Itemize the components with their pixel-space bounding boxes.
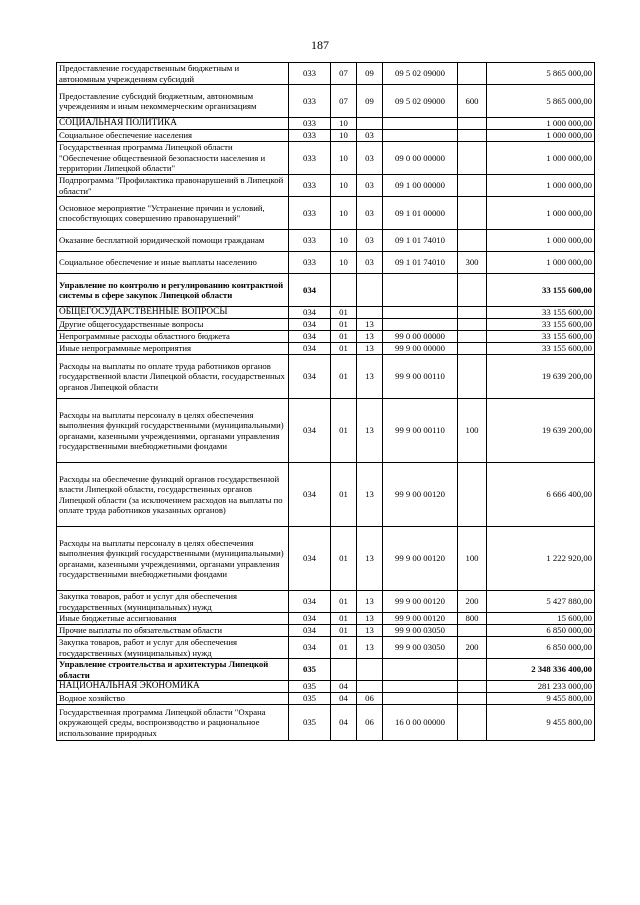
cell-rz: 01: [331, 331, 357, 343]
cell-sum: 1 000 000,00: [487, 130, 595, 142]
cell-sum: 33 155 600,00: [487, 343, 595, 355]
cell-name: Иные бюджетные ассигнования: [57, 613, 289, 625]
cell-rz: 01: [331, 463, 357, 527]
cell-ved: 034: [289, 637, 331, 659]
cell-sum: 1 000 000,00: [487, 230, 595, 252]
cell-vr: [458, 142, 487, 175]
cell-ved: 034: [289, 331, 331, 343]
cell-sum: 19 639 200,00: [487, 399, 595, 463]
cell-vr: [458, 63, 487, 85]
cell-rz: 10: [331, 175, 357, 197]
cell-pr: 13: [357, 463, 383, 527]
cell-pr: 06: [357, 693, 383, 705]
cell-name: Основное мероприятие "Устранение причин и условий, способствующих совершению правонарушений": [57, 197, 289, 230]
cell-pr: 09: [357, 85, 383, 118]
cell-name: СОЦИАЛЬНАЯ ПОЛИТИКА: [57, 118, 289, 130]
budget-table: [56, 62, 595, 741]
table-row: [57, 463, 595, 527]
cell-ved: 034: [289, 343, 331, 355]
cell-csr: 09 0 00 00000: [383, 142, 458, 175]
cell-csr: 99 9 00 03050: [383, 625, 458, 637]
cell-pr: 13: [357, 319, 383, 331]
table-row: [57, 118, 595, 130]
cell-vr: [458, 681, 487, 693]
cell-csr: [383, 307, 458, 319]
cell-name: Подпрограмма "Профилактика правонарушений в Липецкой области": [57, 175, 289, 197]
cell-name: Водное хозяйство: [57, 693, 289, 705]
cell-name: Социальное обеспечение и иные выплаты населению: [57, 252, 289, 274]
department-row: [57, 274, 595, 307]
table-row: [57, 625, 595, 637]
cell-pr: 03: [357, 230, 383, 252]
cell-csr: 99 9 00 00120: [383, 463, 458, 527]
cell-sum: 1 000 000,00: [487, 197, 595, 230]
table-row: [57, 252, 595, 274]
cell-rz: 01: [331, 591, 357, 613]
table-row: [57, 142, 595, 175]
cell-ved: 034: [289, 399, 331, 463]
cell-vr: 800: [458, 613, 487, 625]
cell-rz: 10: [331, 118, 357, 130]
cell-sum: 19 639 200,00: [487, 355, 595, 399]
cell-csr: 16 0 00 00000: [383, 705, 458, 741]
cell-vr: [458, 230, 487, 252]
cell-csr: 09 5 02 09000: [383, 63, 458, 85]
cell-vr: [458, 355, 487, 399]
cell-pr: 13: [357, 527, 383, 591]
cell-sum: 33 155 600,00: [487, 274, 595, 307]
cell-ved: 033: [289, 85, 331, 118]
cell-rz: 01: [331, 613, 357, 625]
cell-pr: 03: [357, 197, 383, 230]
cell-pr: 13: [357, 613, 383, 625]
cell-pr: 13: [357, 399, 383, 463]
cell-sum: 2 348 336 400,00: [487, 659, 595, 681]
cell-ved: 034: [289, 613, 331, 625]
cell-name: Прочие выплаты по обязательствам области: [57, 625, 289, 637]
cell-csr: [383, 274, 458, 307]
cell-pr: 13: [357, 637, 383, 659]
table-row: [57, 591, 595, 613]
cell-csr: [383, 130, 458, 142]
cell-csr: 99 9 00 00110: [383, 399, 458, 463]
table-row: [57, 705, 595, 741]
cell-ved: 035: [289, 681, 331, 693]
cell-ved: 034: [289, 463, 331, 527]
cell-rz: 01: [331, 399, 357, 463]
table-row: [57, 681, 595, 693]
cell-vr: [458, 331, 487, 343]
cell-pr: 09: [357, 63, 383, 85]
cell-pr: 03: [357, 130, 383, 142]
cell-vr: [458, 463, 487, 527]
cell-csr: 09 1 01 00000: [383, 197, 458, 230]
cell-sum: 6 666 400,00: [487, 463, 595, 527]
table-row: [57, 355, 595, 399]
cell-sum: 9 455 800,00: [487, 705, 595, 741]
cell-vr: 200: [458, 591, 487, 613]
cell-csr: [383, 681, 458, 693]
cell-rz: [331, 274, 357, 307]
cell-ved: 033: [289, 175, 331, 197]
table-row: [57, 637, 595, 659]
cell-vr: 300: [458, 252, 487, 274]
cell-rz: 01: [331, 527, 357, 591]
cell-csr: 99 9 00 00120: [383, 613, 458, 625]
table-row: [57, 197, 595, 230]
cell-sum: 5 865 000,00: [487, 85, 595, 118]
cell-rz: 07: [331, 63, 357, 85]
cell-ved: 034: [289, 625, 331, 637]
cell-name: Государственная программа Липецкой области "Охрана окружающей среды, воспроизводство и рациональное использование природных: [57, 705, 289, 741]
cell-ved: 033: [289, 252, 331, 274]
cell-sum: 1 000 000,00: [487, 118, 595, 130]
cell-rz: 01: [331, 319, 357, 331]
cell-pr: 13: [357, 343, 383, 355]
cell-ved: 033: [289, 63, 331, 85]
cell-csr: [383, 319, 458, 331]
cell-ved: 034: [289, 319, 331, 331]
cell-csr: 09 1 01 74010: [383, 230, 458, 252]
cell-sum: 33 155 600,00: [487, 331, 595, 343]
cell-csr: [383, 693, 458, 705]
cell-rz: 10: [331, 130, 357, 142]
cell-name: Расходы на выплаты по оплате труда работников органов государственной власти Липецкой области, государственных органов Липецкой области: [57, 355, 289, 399]
cell-csr: 99 0 00 00000: [383, 331, 458, 343]
table-row: [57, 130, 595, 142]
cell-sum: 9 455 800,00: [487, 693, 595, 705]
cell-sum: 1 000 000,00: [487, 142, 595, 175]
cell-rz: 01: [331, 343, 357, 355]
cell-name: Оказание бесплатной юридической помощи гражданам: [57, 230, 289, 252]
table-row: [57, 63, 595, 85]
cell-name: ОБЩЕГОСУДАРСТВЕННЫЕ ВОПРОСЫ: [57, 307, 289, 319]
cell-vr: [458, 625, 487, 637]
cell-sum: 6 850 000,00: [487, 625, 595, 637]
cell-pr: [357, 118, 383, 130]
cell-vr: [458, 319, 487, 331]
table-row: [57, 307, 595, 319]
table-row: [57, 613, 595, 625]
page-number: 187: [311, 38, 329, 52]
cell-csr: 99 9 00 03050: [383, 637, 458, 659]
cell-rz: 04: [331, 705, 357, 741]
table-row: [57, 331, 595, 343]
cell-ved: 033: [289, 130, 331, 142]
cell-vr: [458, 307, 487, 319]
cell-ved: 033: [289, 230, 331, 252]
cell-ved: 034: [289, 355, 331, 399]
cell-sum: 281 233 000,00: [487, 681, 595, 693]
cell-pr: 03: [357, 252, 383, 274]
table-row: [57, 527, 595, 591]
cell-ved: 035: [289, 659, 331, 681]
cell-name: Закупка товаров, работ и услуг для обеспечения государственных (муниципальных) нужд: [57, 637, 289, 659]
cell-vr: [458, 274, 487, 307]
table-row: [57, 319, 595, 331]
cell-pr: 13: [357, 331, 383, 343]
cell-name: Закупка товаров, работ и услуг для обеспечения государственных (муниципальных) нужд: [57, 591, 289, 613]
cell-pr: 06: [357, 705, 383, 741]
cell-vr: 100: [458, 399, 487, 463]
cell-pr: [357, 659, 383, 681]
cell-name: Непрограммные расходы областного бюджета: [57, 331, 289, 343]
table-row: [57, 693, 595, 705]
cell-csr: [383, 659, 458, 681]
cell-rz: 04: [331, 681, 357, 693]
cell-ved: 035: [289, 705, 331, 741]
cell-rz: 07: [331, 85, 357, 118]
cell-sum: 1 000 000,00: [487, 175, 595, 197]
table-row: [57, 230, 595, 252]
cell-ved: 033: [289, 142, 331, 175]
cell-rz: [331, 659, 357, 681]
cell-csr: 99 9 00 00110: [383, 355, 458, 399]
cell-vr: [458, 343, 487, 355]
cell-rz: 10: [331, 252, 357, 274]
cell-csr: 99 9 00 00120: [383, 527, 458, 591]
cell-vr: [458, 175, 487, 197]
cell-rz: 01: [331, 637, 357, 659]
cell-rz: 01: [331, 625, 357, 637]
cell-sum: 5 865 000,00: [487, 63, 595, 85]
cell-ved: 033: [289, 197, 331, 230]
cell-vr: [458, 693, 487, 705]
department-row: [57, 659, 595, 681]
cell-ved: 034: [289, 591, 331, 613]
cell-name: Расходы на выплаты персоналу в целях обеспечения выполнения функций государственными (муниципальными) органами, казенными учреждениями, органами управления государственными внебюджетными фондами: [57, 399, 289, 463]
cell-vr: 200: [458, 637, 487, 659]
table-row: [57, 399, 595, 463]
cell-name: Расходы на выплаты персоналу в целях обеспечения выполнения функций государственными (муниципальными) органами, казенными учреждениями, органами управления государственными внебюджетными фондами: [57, 527, 289, 591]
cell-vr: [458, 197, 487, 230]
cell-vr: [458, 705, 487, 741]
cell-name: Управление строительства и архитектуры Липецкой области: [57, 659, 289, 681]
cell-rz: 10: [331, 197, 357, 230]
cell-ved: 034: [289, 307, 331, 319]
cell-sum: 6 850 000,00: [487, 637, 595, 659]
cell-pr: [357, 274, 383, 307]
cell-rz: 01: [331, 307, 357, 319]
cell-csr: 09 1 00 00000: [383, 175, 458, 197]
cell-pr: 03: [357, 142, 383, 175]
cell-name: Государственная программа Липецкой области "Обеспечение общественной безопасности населения и территории Липецкой области": [57, 142, 289, 175]
cell-ved: 035: [289, 693, 331, 705]
cell-csr: 99 9 00 00120: [383, 591, 458, 613]
cell-pr: [357, 681, 383, 693]
cell-ved: 033: [289, 118, 331, 130]
cell-rz: 04: [331, 693, 357, 705]
table-row: [57, 343, 595, 355]
cell-vr: 600: [458, 85, 487, 118]
cell-vr: 100: [458, 527, 487, 591]
cell-name: Социальное обеспечение населения: [57, 130, 289, 142]
cell-sum: 5 427 880,00: [487, 591, 595, 613]
cell-sum: 33 155 600,00: [487, 319, 595, 331]
cell-pr: 13: [357, 591, 383, 613]
cell-csr: 99 9 00 00000: [383, 343, 458, 355]
cell-name: Предоставление государственным бюджетным и автономным учреждениям субсидий: [57, 63, 289, 85]
cell-rz: 01: [331, 355, 357, 399]
cell-csr: 09 1 01 74010: [383, 252, 458, 274]
cell-vr: [458, 659, 487, 681]
cell-ved: 034: [289, 527, 331, 591]
cell-csr: 09 5 02 09000: [383, 85, 458, 118]
cell-ved: 034: [289, 274, 331, 307]
cell-rz: 10: [331, 230, 357, 252]
cell-sum: 1 000 000,00: [487, 252, 595, 274]
cell-name: НАЦИОНАЛЬНАЯ ЭКОНОМИКА: [57, 681, 289, 693]
table-row: [57, 175, 595, 197]
cell-pr: 03: [357, 175, 383, 197]
cell-name: Управление по контролю и регулированию контрактной системы в сфере закупок Липецкой области: [57, 274, 289, 307]
cell-pr: 13: [357, 355, 383, 399]
table-row: [57, 85, 595, 118]
cell-rz: 10: [331, 142, 357, 175]
cell-sum: 1 222 920,00: [487, 527, 595, 591]
cell-vr: [458, 130, 487, 142]
cell-pr: [357, 307, 383, 319]
cell-csr: [383, 118, 458, 130]
cell-vr: [458, 118, 487, 130]
cell-sum: 33 155 600,00: [487, 307, 595, 319]
cell-name: Предоставление субсидий бюджетным, автономным учреждениям и иным некоммерческим организациям: [57, 85, 289, 118]
cell-name: Иные непрограммные мероприятия: [57, 343, 289, 355]
cell-pr: 13: [357, 625, 383, 637]
cell-name: Расходы на обеспечение функций органов государственной власти Липецкой области, государственных органов Липецкой области (за исключением расходов на выплаты по оплате труда работников указанных органов): [57, 463, 289, 527]
cell-sum: 15 600,00: [487, 613, 595, 625]
cell-name: Другие общегосударственные вопросы: [57, 319, 289, 331]
